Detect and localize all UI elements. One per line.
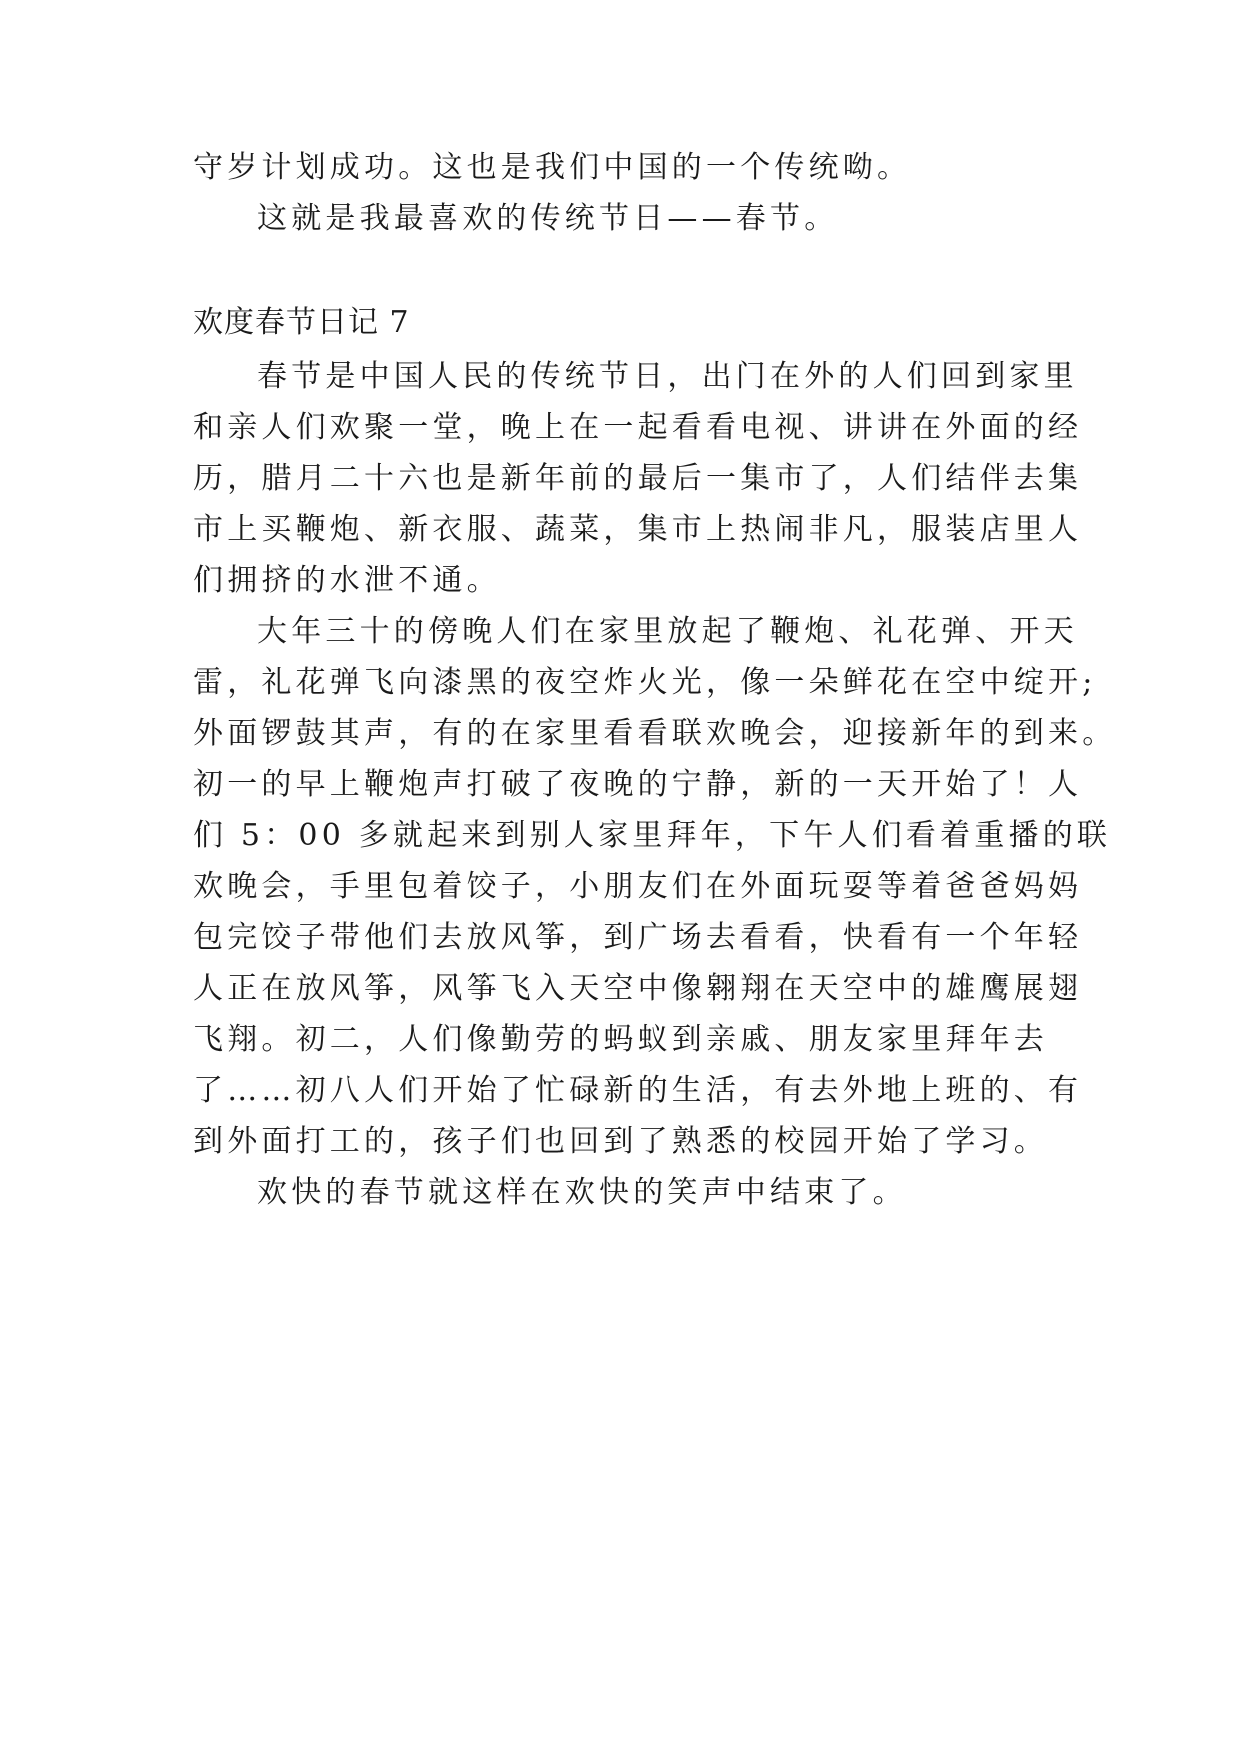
text-line: 守岁计划成功。这也是我们中国的一个传统呦。	[193, 150, 912, 185]
text-line: 们 5：00 多就起来到别人家里拜年，下午人们看着重播的联	[193, 818, 1112, 853]
text-line: 到外面打工的，孩子们也回到了熟悉的校园开始了学习。	[193, 1124, 1048, 1159]
text-line: 春节是中国人民的传统节日，出门在外的人们回到家里	[257, 359, 1078, 394]
text-line: 外面锣鼓其声，有的在家里看看联欢晚会，迎接新年的到来。	[193, 716, 1117, 751]
text-line: 初一的早上鞭炮声打破了夜晚的宁静，新的一天开始了！人	[193, 767, 1083, 802]
text-line: 包完饺子带他们去放风筝，到广场去看看，快看有一个年轻	[193, 920, 1083, 955]
text-line: 历，腊月二十六也是新年前的最后一集市了，人们结伴去集	[193, 461, 1083, 496]
section-title: 欢度春节日记 7	[193, 305, 410, 340]
text-line: 人正在放风筝，风筝飞入天空中像翱翔在天空中的雄鹰展翅	[193, 971, 1083, 1006]
text-line: 市上买鞭炮、新衣服、蔬菜，集市上热闹非凡，服装店里人	[193, 512, 1083, 547]
text-line: 大年三十的傍晚人们在家里放起了鞭炮、礼花弹、开天	[257, 614, 1078, 649]
text-line: 雷，礼花弹飞向漆黑的夜空炸火光，像一朵鲜花在空中绽开;	[193, 665, 1097, 700]
text-line: 了……初八人们开始了忙碌新的生活，有去外地上班的、有	[193, 1073, 1083, 1108]
closing-line: 这就是我最喜欢的传统节日——春节。	[257, 201, 839, 236]
closing-line: 欢快的春节就这样在欢快的笑声中结束了。	[257, 1175, 907, 1210]
text-line: 欢晚会，手里包着饺子，小朋友们在外面玩耍等着爸爸妈妈	[193, 869, 1083, 904]
text-line: 们拥挤的水泄不通。	[193, 563, 501, 598]
text-line: 飞翔。初二，人们像勤劳的蚂蚁到亲戚、朋友家里拜年去	[193, 1022, 1048, 1057]
text-line: 和亲人们欢聚一堂，晚上在一起看看电视、讲讲在外面的经	[193, 410, 1083, 445]
